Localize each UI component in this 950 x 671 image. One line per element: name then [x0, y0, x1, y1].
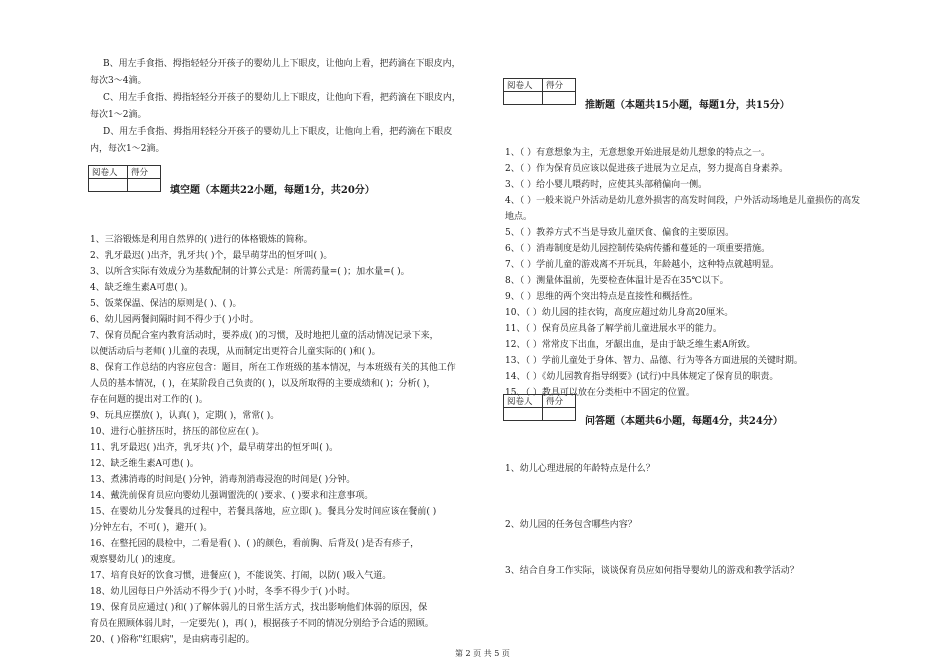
judge-line: 14、（ ）《幼儿园教育指导纲要》(试行)中具体规定了保育员的职责。 — [505, 372, 779, 382]
fill-line: 人员的基本情况，( )，在某阶段自己负责的( )，以及所取得的主要成绩和( )；分析( )， — [90, 379, 436, 389]
score-box-cell — [543, 408, 576, 421]
qa-question: 1、幼儿心理进展的年龄特点是什么？ — [505, 464, 655, 474]
fill-line: 17、培育良好的饮食习惯，进餐应( )，不能说笑、打闹，以防( )吸入气道。 — [90, 571, 392, 581]
option-line: 内，每次1～2滴。 — [90, 144, 165, 154]
section-title-fill: 填空题（本题共22小题，每题1分，共20分） — [170, 185, 375, 196]
fill-line: 存在问题的提出对工作的( )。 — [90, 395, 208, 405]
fill-line: 育员在照顾体弱儿时，一定要先( )，再( )，根据孩子不同的情况分别给予合适的照顾。 — [90, 619, 434, 629]
section-title-judge: 推断题（本题共15小题，每题1分，共15分） — [585, 100, 790, 111]
score-box-label-score: 得分 — [543, 395, 576, 408]
judge-line: 5、（ ）教养方式不当是导致儿童厌食、偏食的主要原因。 — [505, 228, 735, 238]
judge-line: 15、（ ）教具可以放在分类柜中不固定的位置。 — [505, 388, 695, 398]
option-line: 每次3～4滴。 — [90, 76, 147, 86]
score-box-label-score: 得分 — [128, 166, 161, 179]
judge-line: 11、（ ）保育员应具备了解学前儿童进展水平的能力。 — [505, 324, 722, 334]
option-line: 每次1～2滴。 — [90, 110, 147, 120]
fill-line: 8、保育工作总结的内容应包含：题目，所在工作班级的基本情况，与本班级有关的其他工作 — [90, 363, 456, 373]
option-line: C、用左手食指、拇指轻轻分开孩子的婴幼儿上下眼皮，让他向下看，把药滴在下眼皮内， — [103, 93, 461, 103]
fill-line: 1、三浴锻炼是利用自然界的( )进行的体格锻炼的简称。 — [90, 235, 313, 245]
option-line: D、用左手食指、拇指用轻轻分开孩子的婴幼儿上下眼皮，让他向上看，把药滴在下眼皮 — [103, 127, 453, 137]
score-box-cell — [504, 92, 543, 105]
fill-line: )分钟左右，不可( )，避开( )。 — [90, 523, 213, 533]
score-box-qa — [503, 394, 576, 421]
qa-question: 2、幼儿园的任务包含哪些内容？ — [505, 520, 637, 530]
fill-line: 3、以所含实际有效成分为基数配制的计算公式是：所需药量=( )；加水量=( )。 — [90, 267, 410, 277]
option-line: B、用左手食指、拇指轻轻分开孩子的婴幼儿上下眼皮，让他向上看，把药滴在下眼皮内， — [103, 59, 461, 69]
score-box-cell — [128, 179, 161, 192]
score-box-label-grader: 阅卷人 — [89, 166, 128, 179]
score-box-label-grader: 阅卷人 — [504, 395, 543, 408]
score-box-label-grader: 阅卷人 — [504, 79, 543, 92]
judge-line: 9、（ ）思维的两个突出特点是直接性和概括性。 — [505, 292, 699, 302]
judge-line: 10、（ ）幼儿园的挂衣钩，高度应超过幼儿身高20厘米。 — [505, 308, 734, 318]
judge-line: 7、（ ）学前儿童的游戏离不开玩具，年龄越小，这种特点就越明显。 — [505, 260, 780, 270]
judge-line: 4、（ ）一般来说户外活动是幼儿意外损害的高发时间段，户外活动场地是儿童损伤的高发 — [505, 196, 861, 206]
fill-line: 16、在整托园的晨检中，二看是看( )、( )的颜色，看前胸、后背及( )是否有疹子， — [90, 539, 420, 549]
fill-line: 5、饭菜保温、保洁的原则是( )、( )。 — [90, 299, 242, 309]
fill-line: 观察婴幼儿( )的速度。 — [90, 555, 181, 565]
fill-line: 15、在婴幼儿分发餐具的过程中，若餐具落地，应立即( )。餐具分发时间应该在餐前( ) — [90, 507, 437, 517]
section-title-qa: 问答题（本题共6小题，每题4分，共24分） — [585, 416, 783, 427]
score-box-label-score: 得分 — [543, 79, 576, 92]
fill-line: 2、乳牙最迟( )出齐，乳牙共( )个，最早萌芽出的恒牙叫( )。 — [90, 251, 333, 261]
fill-line: 以便活动后与老师( )儿童的表现，从而制定出更符合儿童实际的( )和( )。 — [90, 347, 381, 357]
fill-line: 20、( )俗称"红眼病"，是由病毒引起的。 — [90, 635, 255, 645]
score-box-cell — [504, 408, 543, 421]
fill-line: 7、保育员配合室内教育活动时，要养成( )的习惯，及时地把儿童的活动情况记录下来， — [90, 331, 439, 341]
fill-line: 14、戴洗前保育员应向婴幼儿强调盥洗的( )要求、( )要求和注意事项。 — [90, 491, 374, 501]
fill-line: 4、缺乏维生素A可患( )。 — [90, 283, 194, 293]
score-box-fill — [88, 165, 161, 192]
judge-line: 3、（ ）给小婴儿喂药时，应使其头部稍偏向一侧。 — [505, 180, 708, 190]
page-number: 第 2 页 共 5 页 — [455, 649, 510, 658]
score-box-judge — [503, 78, 576, 105]
qa-question: 3、结合自身工作实际，谈谈保育员应如何指导婴幼儿的游戏和教学活动？ — [505, 566, 799, 576]
score-box-cell — [543, 92, 576, 105]
judge-line: 8、（ ）测量体温前，先要检查体温计是否在35℃以下。 — [505, 276, 729, 286]
fill-line: 12、缺乏维生素A可患( )。 — [90, 459, 199, 469]
fill-line: 19、保育员应通过( )和( )了解体弱儿的日常生活方式，找出影响他们体弱的原因，保 — [90, 603, 428, 613]
fill-line: 18、幼儿园每日户外活动不得少于( )小时，冬季不得少于( )小时。 — [90, 587, 356, 597]
fill-line: 9、玩具应摆放( )，认真( )，定期( )，常常( )。 — [90, 411, 280, 421]
fill-line: 6、幼儿园两餐间隔时间不得少于( )小时。 — [90, 315, 259, 325]
fill-line: 11、乳牙最迟( )出齐，乳牙共( )个，最早萌芽出的恒牙叫( )。 — [90, 443, 339, 453]
judge-line: 12、（ ）常常皮下出血，牙龈出血，是由于缺乏维生素A所致。 — [505, 340, 756, 350]
score-box-cell — [89, 179, 128, 192]
judge-line: 6、（ ）消毒制度是幼儿园控制传染病传播和蔓延的一项重要措施。 — [505, 244, 771, 254]
judge-line: 1、（ ）有意想象为主，无意想象开始进展是幼儿想象的特点之一。 — [505, 148, 771, 158]
judge-line: 13、（ ）学前儿童处于身体、智力、品德、行为等各方面进展的关键时期。 — [505, 356, 803, 366]
fill-line: 10、进行心脏挤压时，挤压的部位应在( )。 — [90, 427, 265, 437]
fill-line: 13、煮沸消毒的时间是( )分钟，消毒剂消毒浸泡的时间是( )分钟。 — [90, 475, 356, 485]
judge-line: 地点。 — [505, 212, 533, 222]
judge-line: 2、（ ）作为保育员应该以促进孩子进展为立足点，努力提高自身素养。 — [505, 164, 789, 174]
